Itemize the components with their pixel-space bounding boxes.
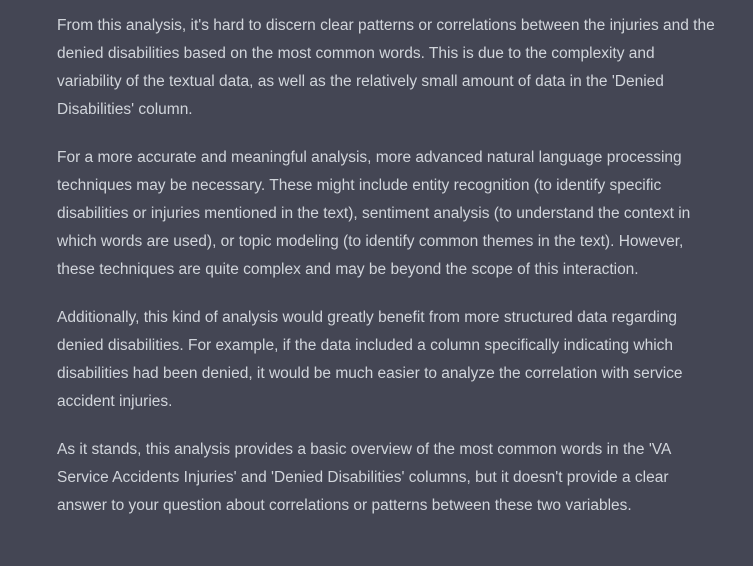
message-paragraph: As it stands, this analysis provides a basic overview of the most common words in the 'VA Service Accidents Injuries' and 'Denied Disabilities' columns, but it doesn't provide a clear answer to your question about correlations or patterns between these two variables. (57, 441, 671, 514)
message-paragraph: For a more accurate and meaningful analysis, more advanced natural language processing techniques may be necessary. These might include entity recognition (to identify specific disabilities or injuries mentioned in the text), sentiment analysis (to understand the context in which words are used), or topic modeling (to identify common themes in the text). However, these techniques are quite complex and may be beyond the scope of this interaction. (57, 149, 691, 278)
message-paragraph: Additionally, this kind of analysis would greatly benefit from more structured data regarding denied disabilities. For example, if the data included a column specifically indicating which disabilities had been denied, it would be much easier to analyze the correlation with service accident injuries. (57, 309, 683, 410)
message-paragraph: From this analysis, it's hard to discern clear patterns or correlations between the injuries and the denied disabilities based on the most common words. This is due to the complexity and variability of the textual data, as well as the relatively small amount of data in the 'Denied Disabilities' column. (57, 17, 715, 118)
